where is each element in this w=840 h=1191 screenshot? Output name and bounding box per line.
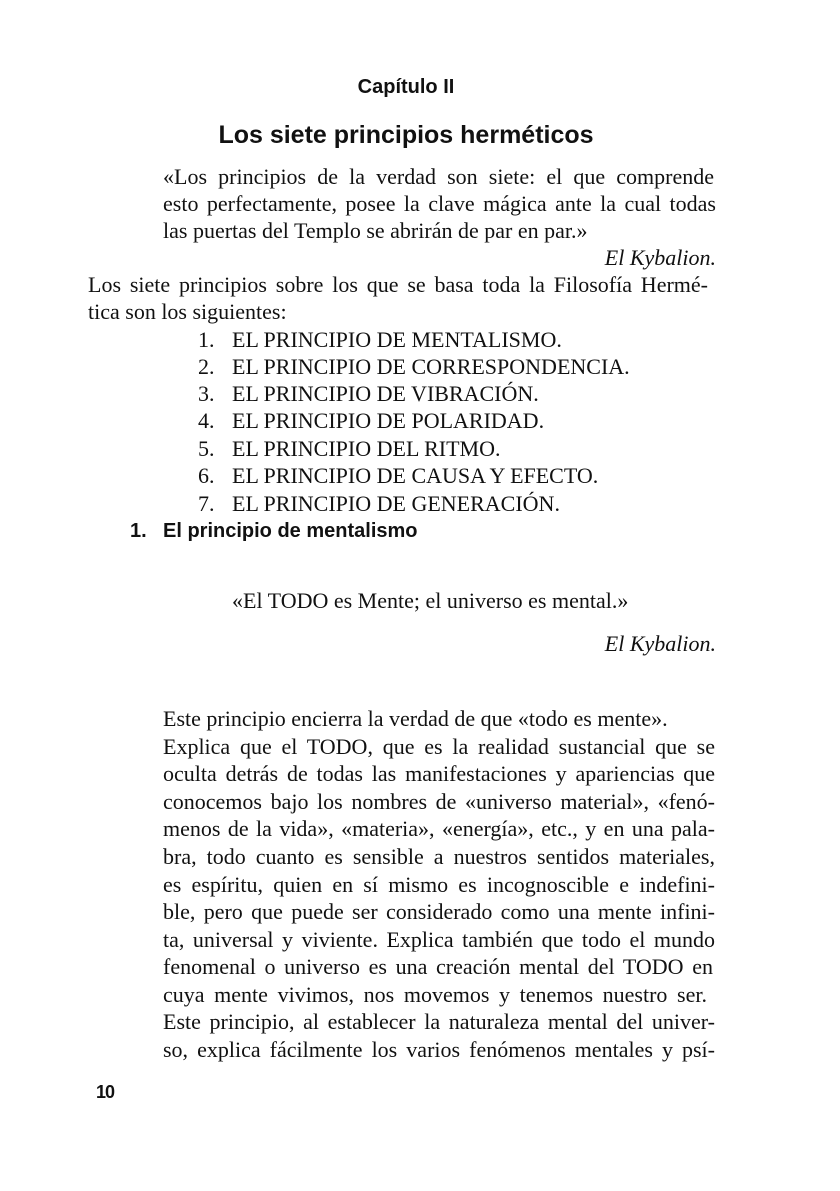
paragraph-line: tica son los siguientes:	[88, 299, 287, 324]
paragraph-line: Este principio encierra la verdad de que «todo es mente».	[163, 706, 668, 731]
list-item-text: EL PRINCIPIO DE POLARIDAD.	[232, 408, 545, 433]
list-item-number: 1.	[198, 327, 215, 352]
paragraph-line: Explica que el TODO, que es la realidad sustancial que se	[163, 734, 715, 759]
list-item-text: EL PRINCIPIO DE CAUSA Y EFECTO.	[232, 463, 599, 488]
epigraph-quote: «El TODO es Mente; el universo es mental.»	[232, 588, 629, 613]
chapter-heading: Capítulo II	[357, 76, 455, 98]
list-item-text: EL PRINCIPIO DE GENERACIÓN.	[232, 491, 560, 516]
paragraph-line: cuya mente vivimos, nos movemos y tenemos nuestro ser.	[163, 982, 707, 1007]
epigraph-line: «Los principios de la verdad son siete: el que comprende	[163, 164, 714, 189]
paragraph-line: Este principio, al establecer la naturaleza mental del univer-	[163, 1009, 715, 1034]
epigraph-source: El Kybalion.	[604, 245, 716, 270]
list-item-number: 2.	[198, 354, 215, 379]
list-item-number: 6.	[198, 463, 215, 488]
epigraph-source: El Kybalion.	[604, 631, 716, 656]
list-item-number: 7.	[198, 491, 215, 516]
list-item-number: 5.	[198, 436, 215, 461]
page-number: 10	[96, 1082, 115, 1102]
page-title: Los siete principios herméticos	[218, 121, 594, 149]
paragraph-line: fenomenal o universo es una creación mental del TODO en	[163, 954, 713, 979]
paragraph-line: conocemos bajo los nombres de «universo material», «fenó-	[163, 789, 715, 814]
list-item-number: 4.	[198, 408, 215, 433]
paragraph-line: Los siete principios sobre los que se basa toda la Filosofía Hermé-	[88, 272, 708, 297]
list-item-text: EL PRINCIPIO DE CORRESPONDENCIA.	[232, 354, 630, 379]
paragraph-line: bra, todo cuanto es sensible a nuestros sentidos materiales,	[163, 844, 715, 869]
paragraph-line: es espíritu, quien en sí mismo es incognoscible e indefini-	[163, 872, 715, 897]
list-item-text: EL PRINCIPIO DE MENTALISMO.	[232, 327, 562, 352]
section-number: 1.	[130, 520, 147, 542]
paragraph-line: ble, pero que puede ser considerado como una mente infini-	[163, 899, 715, 924]
list-item-number: 3.	[198, 381, 215, 406]
section-title: El principio de mentalismo	[163, 520, 418, 542]
list-item-text: EL PRINCIPIO DEL RITMO.	[232, 436, 501, 461]
epigraph-line: esto perfectamente, posee la clave mágica ante la cual todas	[163, 191, 716, 216]
epigraph-line: las puertas del Templo se abrirán de par en par.»	[163, 218, 588, 243]
list-item-text: EL PRINCIPIO DE VIBRACIÓN.	[232, 381, 539, 406]
paragraph-line: menos de la vida», «materia», «energía», etc., y en una pala-	[163, 816, 715, 841]
paragraph-line: oculta detrás de todas las manifestaciones y apariencias que	[163, 761, 715, 786]
paragraph-line: ta, universal y viviente. Explica también que todo el mundo	[163, 927, 715, 952]
paragraph-line: so, explica fácilmente los varios fenómenos mentales y psí-	[163, 1037, 715, 1062]
